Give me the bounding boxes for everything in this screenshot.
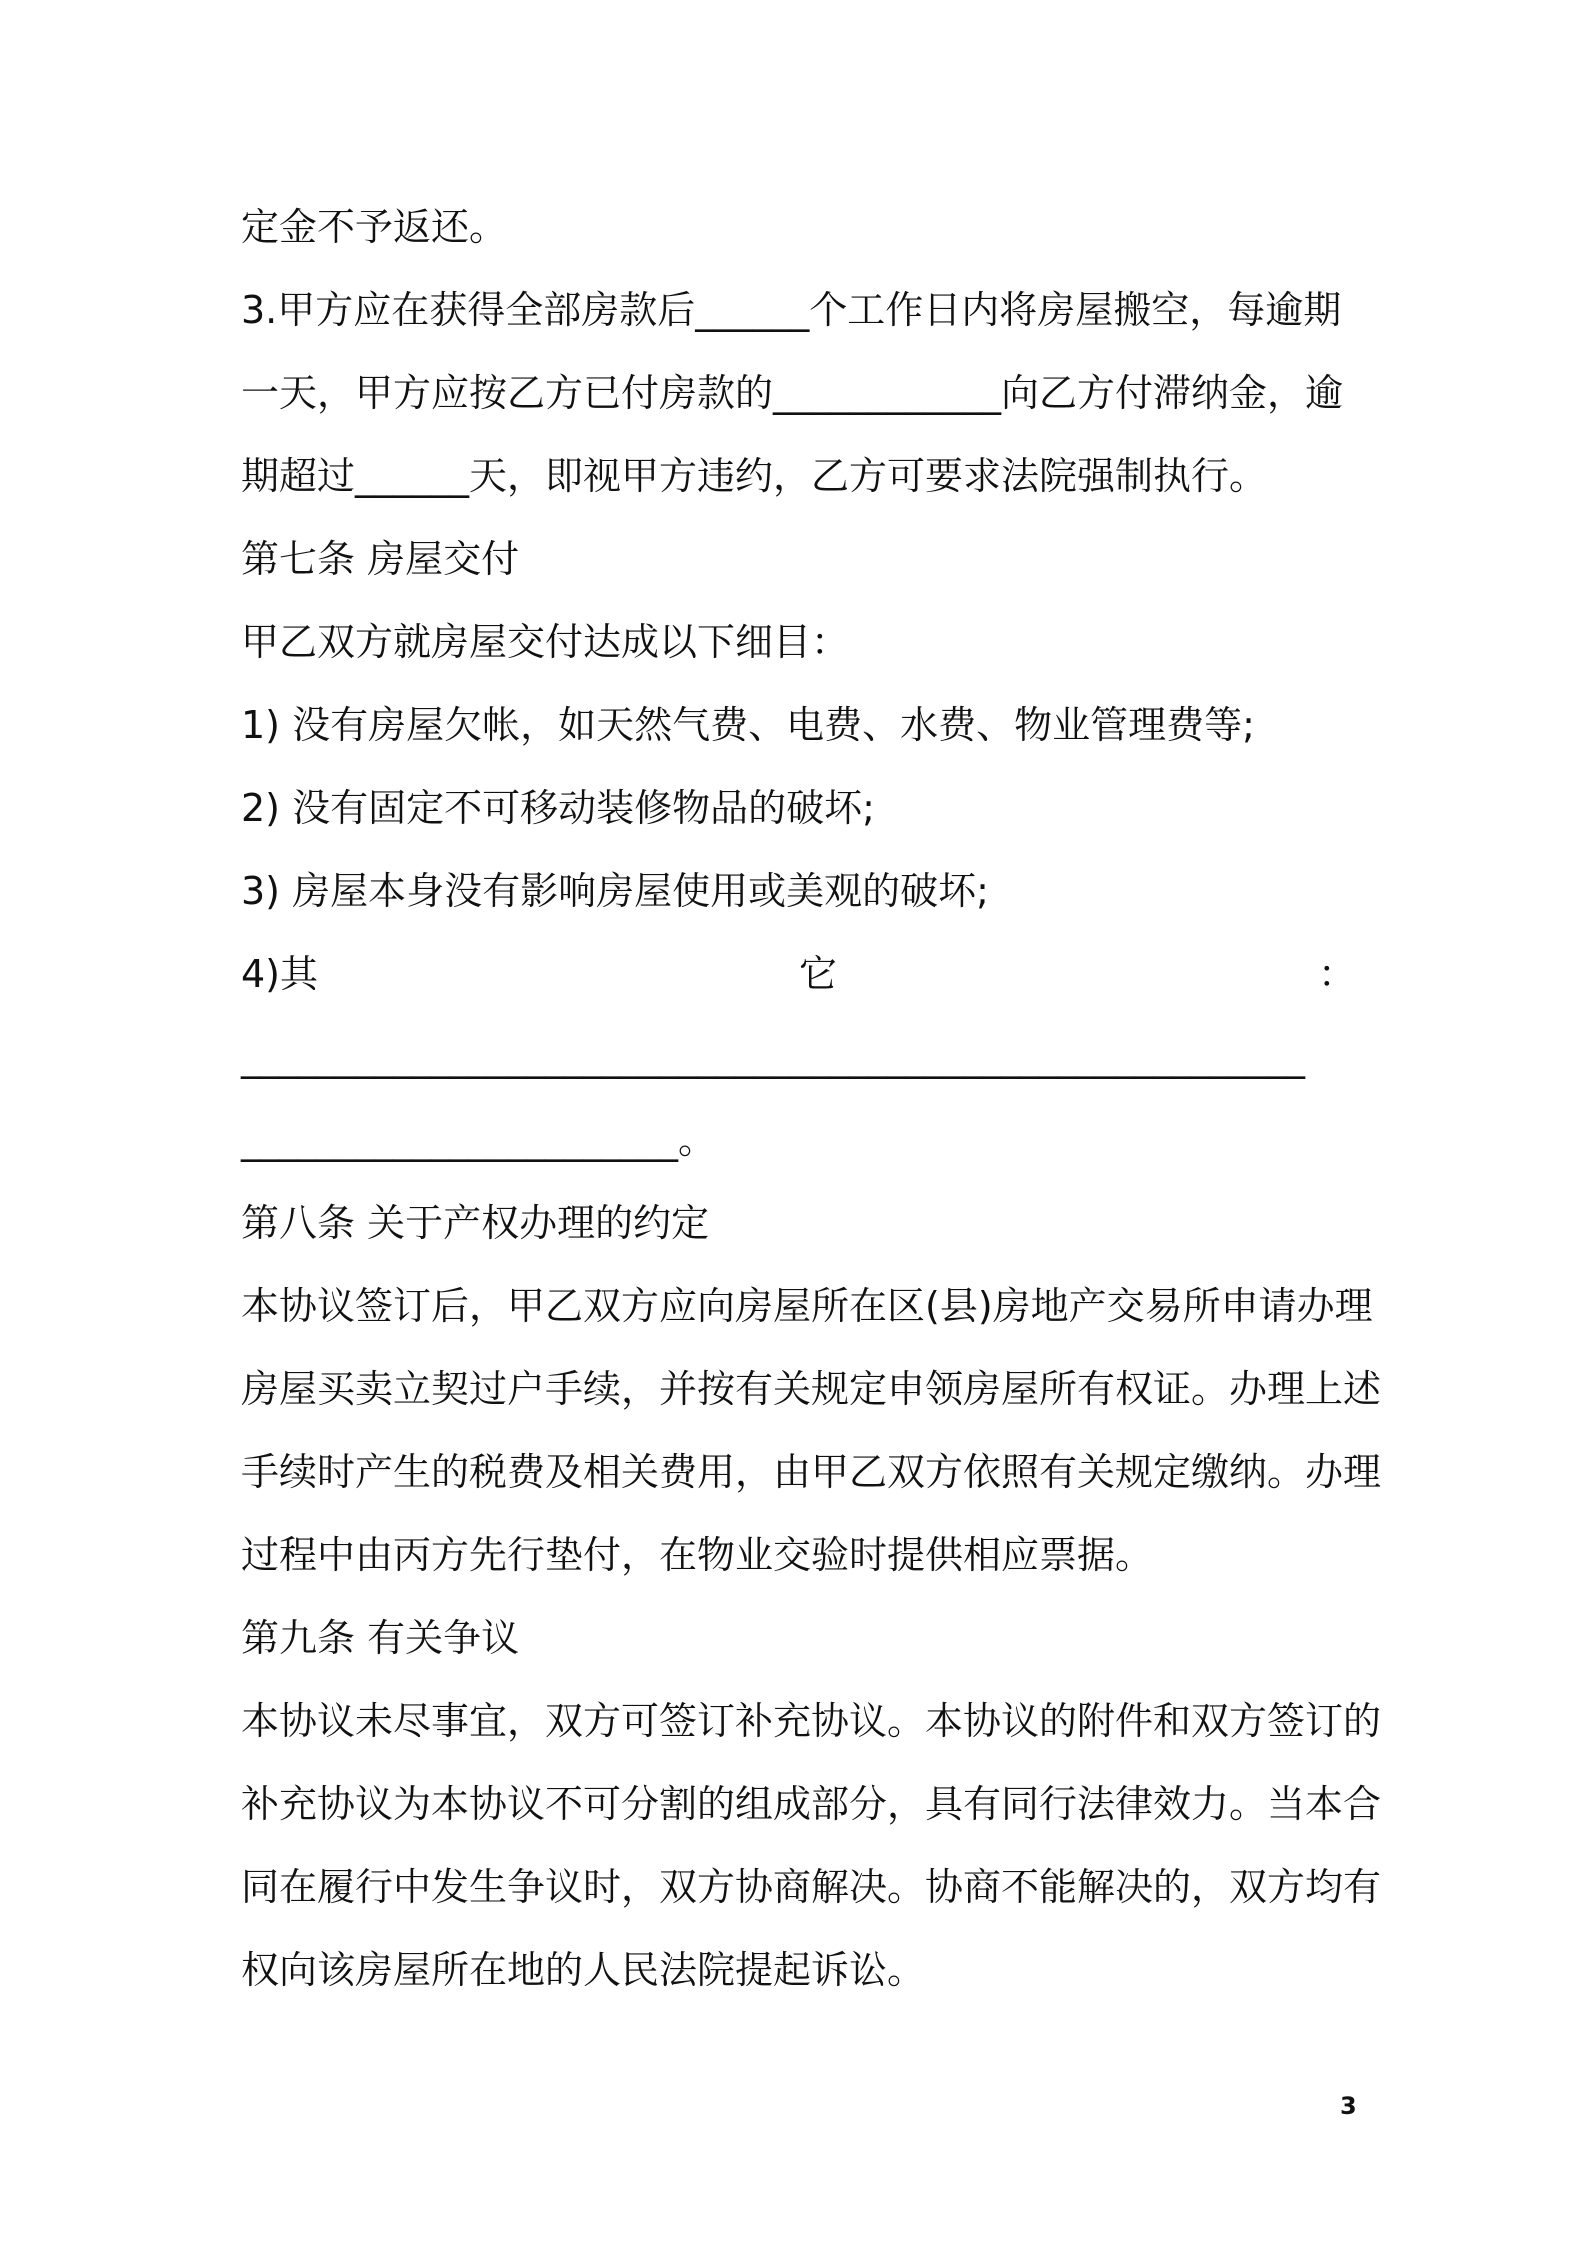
section-heading-article-7: 第七条 房屋交付 bbox=[241, 537, 520, 581]
section-heading-article-9: 第九条 有关争议 bbox=[241, 1616, 520, 1660]
section-heading-article-8: 第八条 关于产权办理的约定 bbox=[241, 1201, 710, 1245]
list-item-other-colon: ： bbox=[1317, 952, 1356, 996]
paragraph-line: 甲乙双方就房屋交付达成以下细目： bbox=[241, 620, 850, 664]
paragraph-line: 房屋买卖立契过户手续，并按有关规定申领房屋所有权证。办理上述 bbox=[241, 1367, 1382, 1411]
blank-fill-line: ________________________________________________________ bbox=[241, 1035, 1305, 1079]
paragraph-line: 本协议未尽事宜，双方可签订补充协议。本协议的附件和双方签订的 bbox=[241, 1699, 1382, 1743]
paragraph-line: 权向该房屋所在地的人民法院提起诉讼。 bbox=[241, 1948, 926, 1992]
paragraph-line: 一天，甲方应按乙方已付房款的____________向乙方付滞纳金，逾 bbox=[241, 371, 1344, 415]
paragraph-line: 同在履行中发生争议时，双方协商解决。协商不能解决的，双方均有 bbox=[241, 1865, 1382, 1909]
paragraph-line: 定金不予返还。 bbox=[241, 205, 508, 249]
list-item-other bbox=[241, 949, 1356, 999]
list-item: 1) 没有房屋欠帐，如天然气费、电费、水费、物业管理费等; bbox=[241, 703, 1255, 747]
blank-fill-line: _______________________。 bbox=[241, 1118, 717, 1162]
paragraph-line: 期超过______天，即视甲方违约，乙方可要求法院强制执行。 bbox=[241, 454, 1268, 498]
paragraph-line: 本协议签订后，甲乙双方应向房屋所在区(县)房地产交易所申请办理 bbox=[241, 1284, 1373, 1328]
list-item-other-middle: 它 bbox=[798, 952, 837, 996]
paragraph-line: 过程中由丙方先行垫付，在物业交验时提供相应票据。 bbox=[241, 1533, 1154, 1577]
list-item: 2) 没有固定不可移动装修物品的破坏; bbox=[241, 786, 875, 830]
list-item: 3) 房屋本身没有影响房屋使用或美观的破坏; bbox=[241, 869, 989, 913]
paragraph-line: 3.甲方应在获得全部房款后______个工作日内将房屋搬空，每逾期 bbox=[241, 288, 1342, 332]
paragraph-line: 手续时产生的税费及相关费用，由甲乙双方依照有关规定缴纳。办理 bbox=[241, 1450, 1382, 1494]
list-item-other-label: 4)其 bbox=[241, 952, 319, 996]
page-number: 3 bbox=[1340, 2092, 1357, 2120]
paragraph-line: 补充协议为本协议不可分割的组成部分，具有同行法律效力。当本合 bbox=[241, 1782, 1382, 1826]
